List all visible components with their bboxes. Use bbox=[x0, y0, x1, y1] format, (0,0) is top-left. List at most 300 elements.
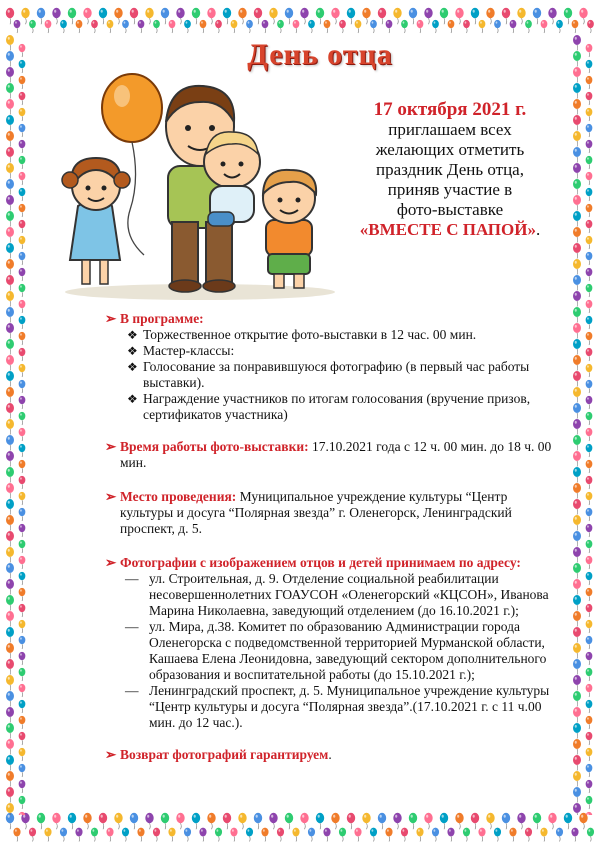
balloon-icon bbox=[6, 291, 14, 307]
balloon-icon bbox=[6, 755, 14, 771]
invite-line: фото-выставке bbox=[396, 200, 504, 219]
balloon-icon bbox=[417, 20, 424, 33]
balloon-icon bbox=[573, 371, 581, 387]
balloon-icon bbox=[6, 371, 14, 387]
balloon-icon bbox=[586, 252, 593, 265]
balloon-icon bbox=[378, 8, 386, 24]
program-item bbox=[127, 359, 560, 391]
balloon-icon bbox=[573, 595, 581, 611]
balloon-icon bbox=[145, 8, 153, 24]
balloon-icon bbox=[6, 419, 14, 435]
balloon-icon bbox=[573, 259, 581, 275]
balloon-icon bbox=[331, 813, 339, 829]
balloon-icon bbox=[6, 579, 14, 595]
balloon-icon bbox=[586, 764, 593, 777]
balloon-icon bbox=[517, 813, 525, 829]
balloon-icon bbox=[586, 380, 593, 393]
balloon-icon bbox=[19, 524, 26, 537]
balloon-icon bbox=[19, 428, 26, 441]
balloon-icon bbox=[533, 8, 541, 24]
balloon-icon bbox=[300, 813, 308, 829]
balloon-icon bbox=[573, 531, 581, 547]
program-item bbox=[127, 391, 560, 423]
balloon-icon bbox=[6, 115, 14, 131]
program-item-text: Торжественное открытие фото-выставки в 12 час. 00 мин. bbox=[143, 327, 477, 342]
balloon-icon bbox=[573, 403, 581, 419]
balloon-icon bbox=[586, 812, 593, 815]
balloon-icon bbox=[370, 828, 377, 842]
balloon-icon bbox=[19, 780, 26, 793]
balloon-icon bbox=[6, 339, 14, 355]
address-item bbox=[125, 619, 560, 683]
balloon-icon bbox=[168, 828, 175, 842]
balloon-icon bbox=[6, 691, 14, 707]
balloon-icon bbox=[262, 20, 269, 33]
balloon-icon bbox=[19, 684, 26, 697]
balloon-icon bbox=[308, 20, 315, 33]
balloon-icon bbox=[541, 20, 548, 33]
balloon-icon bbox=[6, 467, 14, 483]
balloon-icon bbox=[19, 508, 26, 521]
balloon-icon bbox=[19, 572, 26, 585]
program-heading-row bbox=[105, 311, 560, 327]
balloon-icon bbox=[99, 813, 107, 829]
balloon-icon bbox=[347, 813, 355, 829]
balloon-icon bbox=[19, 108, 26, 121]
balloon-icon bbox=[573, 99, 581, 115]
balloon-icon bbox=[215, 828, 222, 842]
balloon-icon bbox=[19, 60, 26, 73]
balloon-icon bbox=[586, 636, 593, 649]
balloon-icon bbox=[586, 396, 593, 409]
balloon-icon bbox=[114, 813, 122, 829]
balloon-icon bbox=[83, 813, 91, 829]
balloon-icon bbox=[269, 8, 277, 24]
balloon-icon bbox=[19, 268, 26, 281]
venue-section bbox=[105, 489, 560, 537]
balloon-icon bbox=[19, 636, 26, 649]
balloon-icon bbox=[19, 764, 26, 777]
balloon-icon bbox=[6, 723, 14, 739]
balloon-icon bbox=[19, 364, 26, 377]
balloon-icon bbox=[106, 828, 113, 842]
balloon-icon bbox=[6, 67, 14, 83]
balloon-icon bbox=[586, 748, 593, 761]
balloon-icon bbox=[19, 156, 26, 169]
balloon-icon bbox=[137, 828, 144, 842]
balloon-icon bbox=[83, 8, 91, 24]
balloon-icon bbox=[401, 20, 408, 33]
balloon-icon bbox=[573, 563, 581, 579]
balloon-icon bbox=[29, 828, 36, 842]
venue-label: Место проведения: bbox=[120, 489, 237, 504]
balloon-icon bbox=[6, 547, 14, 563]
balloon-icon bbox=[6, 483, 14, 499]
balloon-icon bbox=[573, 435, 581, 451]
balloon-icon bbox=[6, 499, 14, 515]
hours-section bbox=[105, 439, 560, 471]
family-illustration bbox=[60, 70, 340, 300]
balloon-icon bbox=[586, 348, 593, 361]
balloon-icon bbox=[378, 813, 386, 829]
balloon-icon bbox=[246, 828, 253, 842]
balloon-icon bbox=[91, 828, 98, 842]
balloon-icon bbox=[573, 339, 581, 355]
balloon-icon bbox=[586, 332, 593, 345]
exhibit-name: «ВМЕСТЕ С ПАПОЙ» bbox=[359, 220, 536, 239]
balloon-icon bbox=[6, 323, 14, 339]
balloon-border-right bbox=[563, 30, 600, 815]
balloon-icon bbox=[586, 300, 593, 313]
dash-bullet: — bbox=[125, 571, 139, 586]
balloon-icon bbox=[455, 8, 463, 24]
balloon-icon bbox=[285, 813, 293, 829]
balloon-icon bbox=[6, 595, 14, 611]
balloon-icon bbox=[586, 364, 593, 377]
balloon-icon bbox=[37, 8, 45, 24]
balloon-icon bbox=[254, 813, 262, 829]
balloon-icon bbox=[161, 8, 169, 24]
arrow-bullet-icon: ➢ bbox=[105, 555, 117, 570]
balloon-icon bbox=[586, 668, 593, 681]
balloon-icon bbox=[573, 755, 581, 771]
balloon-icon bbox=[238, 813, 246, 829]
balloon-icon bbox=[6, 787, 14, 803]
balloon-icon bbox=[573, 787, 581, 803]
balloon-icon bbox=[153, 828, 160, 842]
balloon-icon bbox=[573, 515, 581, 531]
balloon-icon bbox=[573, 707, 581, 723]
balloon-icon bbox=[573, 243, 581, 259]
balloon-icon bbox=[586, 268, 593, 281]
balloon-icon bbox=[215, 20, 222, 33]
balloon-icon bbox=[261, 828, 268, 842]
balloon-icon bbox=[556, 828, 563, 842]
program-item-text: Мастер-классы: bbox=[143, 343, 235, 358]
address-text: Ленинградский проспект, д. 5. Муниципальное учреждение культуры “Центр культуры и досуга “Полярная звезда”.(17.10.2021 г. с 11 ч.00 мин. до 12 час.). bbox=[149, 683, 550, 730]
balloon-icon bbox=[19, 396, 26, 409]
balloon-icon bbox=[586, 732, 593, 745]
balloon-icon bbox=[587, 828, 594, 842]
balloon-icon bbox=[548, 813, 556, 829]
page-title: День отца bbox=[247, 38, 393, 71]
balloon-icon bbox=[6, 259, 14, 275]
balloon-icon bbox=[19, 124, 26, 137]
balloon-icon bbox=[586, 556, 593, 569]
balloon-icon bbox=[573, 211, 581, 227]
balloon-icon bbox=[586, 188, 593, 201]
balloon-icon bbox=[6, 531, 14, 547]
balloon-icon bbox=[19, 316, 26, 329]
balloon-icon bbox=[525, 828, 532, 842]
balloon-icon bbox=[573, 643, 581, 659]
balloon-icon bbox=[6, 387, 14, 403]
balloon-icon bbox=[573, 611, 581, 627]
balloon-icon bbox=[471, 813, 479, 829]
balloon-border-top bbox=[0, 0, 600, 38]
balloon-icon bbox=[200, 20, 207, 33]
balloon-icon bbox=[19, 76, 26, 89]
balloon-icon bbox=[19, 44, 26, 57]
balloon-icon bbox=[6, 803, 14, 815]
balloon-icon bbox=[76, 20, 83, 33]
balloon-icon bbox=[6, 813, 14, 829]
balloon-icon bbox=[393, 813, 401, 829]
balloon-icon bbox=[316, 813, 324, 829]
balloon-icon bbox=[19, 348, 26, 361]
balloon-icon bbox=[19, 444, 26, 457]
photos-section bbox=[105, 555, 560, 571]
balloon-icon bbox=[122, 828, 129, 842]
hours-text: 17.10.2021 года с 12 ч. 00 мин. до 18 ч. 00 мин. bbox=[120, 439, 552, 470]
balloon-icon bbox=[586, 684, 593, 697]
balloon-icon bbox=[6, 771, 14, 787]
balloon-icon bbox=[573, 115, 581, 131]
balloon-icon bbox=[44, 828, 51, 842]
program-list bbox=[105, 327, 560, 423]
balloon-icon bbox=[91, 20, 98, 33]
exhibit-name-line bbox=[335, 220, 565, 240]
balloon-icon bbox=[19, 252, 26, 265]
balloon-icon bbox=[130, 813, 138, 829]
balloon-icon bbox=[13, 828, 20, 842]
photos-label: Фотографии с изображением отцов и детей принимаем по адресу: bbox=[120, 555, 521, 570]
balloon-icon bbox=[285, 8, 293, 24]
balloon-icon bbox=[19, 620, 26, 633]
balloon-icon bbox=[6, 83, 14, 99]
balloon-icon bbox=[207, 813, 215, 829]
balloon-icon bbox=[68, 8, 76, 24]
balloon-icon bbox=[586, 700, 593, 713]
balloon-icon bbox=[6, 403, 14, 419]
balloon-icon bbox=[52, 813, 60, 829]
balloon-icon bbox=[586, 460, 593, 473]
balloon-icon bbox=[308, 828, 315, 842]
program-item-text: Награждение участников по итогам голосования (вручение призов, сертификатов участника) bbox=[143, 391, 531, 422]
balloon-icon bbox=[6, 611, 14, 627]
balloon-border-left bbox=[0, 30, 34, 815]
balloon-icon bbox=[573, 547, 581, 563]
event-date: 17 октября 2021 г. bbox=[373, 99, 527, 120]
program-item bbox=[127, 343, 560, 359]
balloon-icon bbox=[586, 716, 593, 729]
balloon-icon bbox=[432, 20, 439, 33]
balloon-icon bbox=[556, 20, 563, 33]
balloon-icon bbox=[573, 675, 581, 691]
balloon-icon bbox=[6, 435, 14, 451]
balloon-icon bbox=[586, 476, 593, 489]
balloon-icon bbox=[19, 668, 26, 681]
balloon-icon bbox=[586, 588, 593, 601]
venue-text: Муниципальное учреждение культуры “Центр культуры и досуга “Полярная звезда” г. Оленегорск, Ленинградский проспект, д. 5. bbox=[120, 489, 512, 536]
balloon-icon bbox=[573, 387, 581, 403]
balloon-icon bbox=[573, 67, 581, 83]
balloon-icon bbox=[586, 92, 593, 105]
arrow-bullet-icon: ➢ bbox=[105, 747, 117, 762]
invite-line: желающих отметить bbox=[375, 140, 525, 159]
arrow-bullet-icon: ➢ bbox=[105, 439, 117, 454]
balloon-icon bbox=[192, 813, 200, 829]
balloon-icon bbox=[586, 492, 593, 505]
balloon-icon bbox=[122, 20, 129, 33]
balloon-icon bbox=[573, 483, 581, 499]
balloon-icon bbox=[586, 444, 593, 457]
balloon-icon bbox=[6, 195, 14, 211]
balloon-icon bbox=[6, 163, 14, 179]
balloon-icon bbox=[254, 8, 262, 24]
balloon-icon bbox=[416, 828, 423, 842]
balloon-icon bbox=[60, 828, 67, 842]
balloon-icon bbox=[184, 828, 191, 842]
balloon-icon bbox=[573, 803, 581, 815]
balloon-icon bbox=[409, 8, 417, 24]
balloon-icon bbox=[573, 307, 581, 323]
balloon-icon bbox=[424, 813, 432, 829]
balloon-icon bbox=[586, 540, 593, 553]
balloon-icon bbox=[19, 476, 26, 489]
return-section bbox=[105, 747, 560, 763]
balloon-icon bbox=[533, 813, 541, 829]
balloon-icon bbox=[19, 796, 26, 809]
balloon-icon bbox=[573, 163, 581, 179]
balloon-icon bbox=[19, 716, 26, 729]
balloon-icon bbox=[447, 828, 454, 842]
balloon-icon bbox=[370, 20, 377, 33]
balloon-icon bbox=[573, 275, 581, 291]
balloon-icon bbox=[586, 140, 593, 153]
balloon-icon bbox=[6, 627, 14, 643]
balloon-icon bbox=[573, 35, 581, 51]
event-details bbox=[105, 311, 560, 763]
invite-line: праздник День отца, bbox=[376, 160, 524, 179]
balloon-icon bbox=[292, 828, 299, 842]
balloon-icon bbox=[573, 131, 581, 147]
balloon-icon bbox=[586, 572, 593, 585]
balloon-icon bbox=[586, 236, 593, 249]
balloon-icon bbox=[586, 60, 593, 73]
balloon-icon bbox=[573, 691, 581, 707]
diamond-bullet-icon: ❖ bbox=[127, 360, 138, 374]
balloon-icon bbox=[494, 20, 501, 33]
balloon-icon bbox=[19, 588, 26, 601]
balloon-icon bbox=[223, 813, 231, 829]
balloon-icon bbox=[573, 291, 581, 307]
balloon-icon bbox=[19, 332, 26, 345]
balloon-icon bbox=[573, 451, 581, 467]
hours-label: Время работы фото-выставки: bbox=[120, 439, 309, 454]
balloon-icon bbox=[432, 828, 439, 842]
balloon-icon bbox=[573, 227, 581, 243]
balloon-icon bbox=[6, 35, 14, 51]
balloon-icon bbox=[494, 828, 501, 842]
balloon-icon bbox=[586, 316, 593, 329]
balloon-icon bbox=[324, 20, 331, 33]
balloon-icon bbox=[21, 8, 29, 24]
balloon-icon bbox=[540, 828, 547, 842]
balloon-icon bbox=[6, 99, 14, 115]
balloon-icon bbox=[448, 20, 455, 33]
balloon-icon bbox=[586, 412, 593, 425]
balloon-icon bbox=[586, 284, 593, 297]
balloon-icon bbox=[6, 275, 14, 291]
balloon-icon bbox=[573, 579, 581, 595]
balloon-icon bbox=[331, 8, 339, 24]
balloon-icon bbox=[362, 813, 370, 829]
balloon-icon bbox=[45, 20, 52, 33]
balloon-icon bbox=[355, 20, 362, 33]
balloon-icon bbox=[161, 813, 169, 829]
balloon-icon bbox=[385, 828, 392, 842]
balloon-icon bbox=[440, 813, 448, 829]
balloon-icon bbox=[60, 20, 67, 33]
diamond-bullet-icon: ❖ bbox=[127, 328, 138, 342]
balloon-icon bbox=[231, 20, 238, 33]
balloon-icon bbox=[573, 467, 581, 483]
balloon-icon bbox=[6, 707, 14, 723]
balloon-icon bbox=[6, 147, 14, 163]
balloon-icon bbox=[176, 8, 184, 24]
balloon-icon bbox=[463, 20, 470, 33]
balloon-icon bbox=[440, 8, 448, 24]
balloon-icon bbox=[586, 524, 593, 537]
address-list bbox=[105, 571, 560, 731]
dash-bullet: — bbox=[125, 683, 139, 698]
balloon-icon bbox=[293, 20, 300, 33]
balloon-icon bbox=[6, 563, 14, 579]
balloon-icon bbox=[6, 451, 14, 467]
balloon-icon bbox=[573, 771, 581, 787]
balloon-icon bbox=[510, 20, 517, 33]
arrow-bullet-icon: ➢ bbox=[105, 489, 117, 504]
balloon-icon bbox=[6, 131, 14, 147]
balloon-icon bbox=[339, 20, 346, 33]
balloon-icon bbox=[19, 460, 26, 473]
balloon-icon bbox=[586, 220, 593, 233]
balloon-icon bbox=[586, 604, 593, 617]
balloon-icon bbox=[19, 540, 26, 553]
balloon-icon bbox=[246, 20, 253, 33]
balloon-icon bbox=[393, 8, 401, 24]
balloon-icon bbox=[586, 76, 593, 89]
balloon-icon bbox=[579, 813, 587, 829]
balloon-icon bbox=[192, 8, 200, 24]
balloon-icon bbox=[68, 813, 76, 829]
balloon-icon bbox=[347, 8, 355, 24]
balloon-icon bbox=[548, 8, 556, 24]
balloon-icon bbox=[21, 813, 29, 829]
balloon-icon bbox=[573, 499, 581, 515]
balloon-icon bbox=[471, 8, 479, 24]
balloon-icon bbox=[509, 828, 516, 842]
balloon-icon bbox=[424, 8, 432, 24]
balloon-icon bbox=[19, 812, 26, 815]
balloon-icon bbox=[573, 323, 581, 339]
balloon-icon bbox=[6, 515, 14, 531]
invite-line: приняв участие в bbox=[387, 180, 513, 199]
balloon-icon bbox=[573, 723, 581, 739]
balloon-icon bbox=[130, 8, 138, 24]
balloon-icon bbox=[502, 813, 510, 829]
diamond-bullet-icon: ❖ bbox=[127, 344, 138, 358]
balloon-icon bbox=[573, 51, 581, 67]
balloon-icon bbox=[525, 20, 532, 33]
balloon-icon bbox=[579, 8, 587, 24]
balloon-icon bbox=[138, 20, 145, 33]
balloon-icon bbox=[19, 492, 26, 505]
balloon-icon bbox=[6, 211, 14, 227]
balloon-icon bbox=[6, 243, 14, 259]
balloon-icon bbox=[573, 195, 581, 211]
